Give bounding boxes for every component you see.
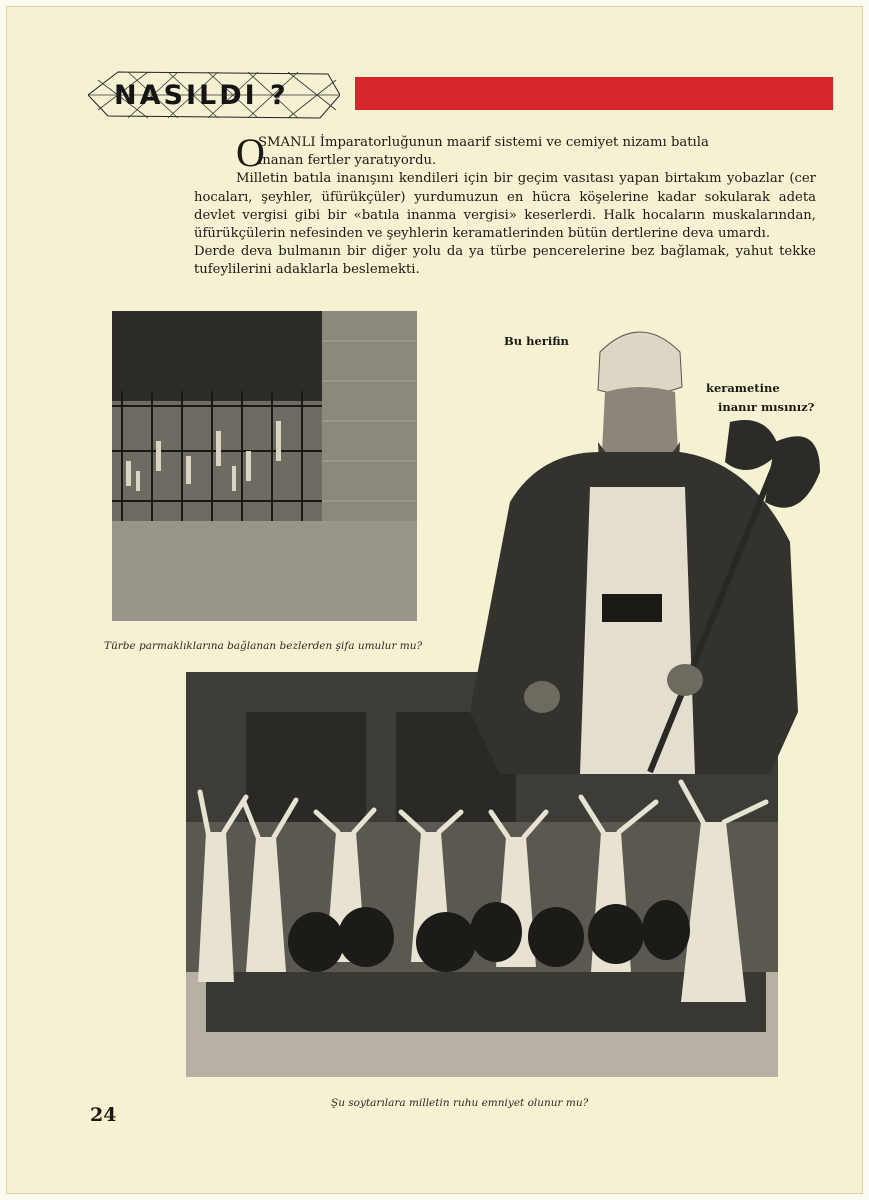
header-logo: [88, 70, 340, 120]
caption-herif-1: Bu herifin: [504, 334, 569, 348]
caption-soytari: Şu soytarılara milletin ruhu emniyet olunur mu?: [331, 1097, 589, 1109]
photo-turbe-window: [112, 311, 417, 621]
intro-line-1: SMANLI İmparatorluğunun maarif sistemi ve cemiyet nizamı batıla: [258, 135, 709, 150]
caption-herif-2: kerametine: [706, 381, 780, 395]
logo-title: NASILDI ?: [114, 80, 289, 111]
photo-sheikh: [470, 312, 822, 774]
caption-turbe: Türbe parmaklıklarına bağlanan bezlerden şifa umulur mu?: [104, 640, 423, 652]
drop-cap: O: [236, 130, 265, 175]
intro-paragraph-2: Milletin batıla inanışını kendileri için bir geçim vasıtası yapan birtakım yobazlar (cer hocaları, şeyhler, üfürükçüler) yurdumuzun en hücra köşelerine kadar sokularak adeta devlet vergisi gibi bir «batıla inanma vergisi» keserlerdi. Halk hocaların muskalarından, üfürükçülerin nefesinden ve şeyhlerin keramatlerinden bütün dertlerine deva umardı.: [194, 171, 816, 242]
caption-herif-3: inanır mısınız?: [718, 400, 815, 414]
intro-text: [194, 130, 816, 280]
header-red-bar: [355, 77, 833, 110]
page-number: 24: [90, 1104, 117, 1126]
intro-line-2: inanan fertler yaratıyordu.: [258, 153, 437, 169]
intro-paragraph-3: Derde deva bulmanın bir diğer yolu da ya türbe pencerelerine bez bağlamak, yahut tekke tufeylilerini adaklarla beslemekti.: [194, 244, 816, 278]
